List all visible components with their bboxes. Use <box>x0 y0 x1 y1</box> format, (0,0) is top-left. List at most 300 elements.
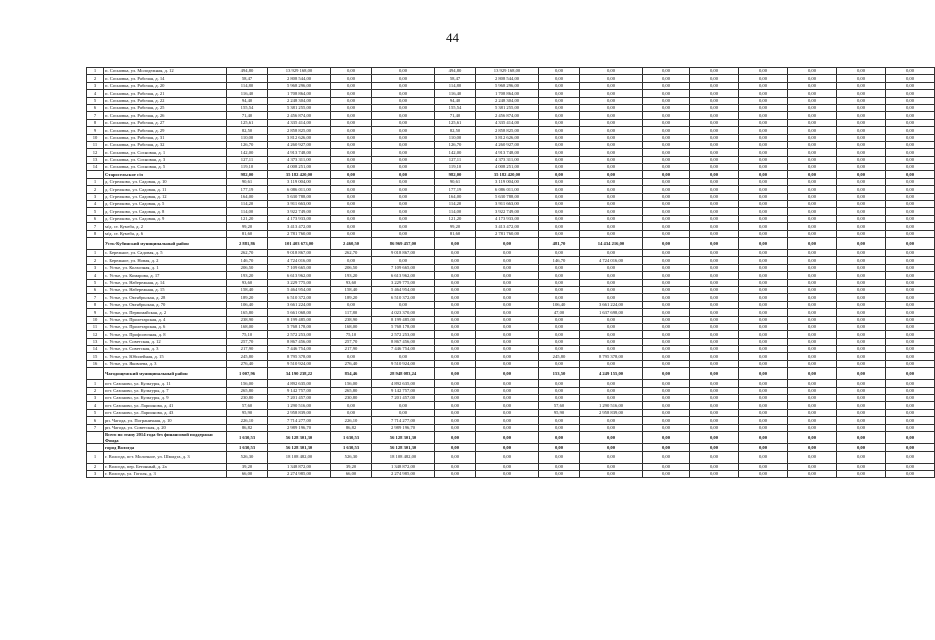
value-cell: 0,00 <box>837 463 886 470</box>
value-cell: 2 781 760,00 <box>476 230 539 237</box>
value-cell: 0,00 <box>886 402 935 409</box>
value-cell: 155,54 <box>227 104 268 111</box>
value-cell: 3 661 224,00 <box>580 301 643 308</box>
value-cell: 0,00 <box>476 272 539 279</box>
value-cell: 0,00 <box>476 424 539 431</box>
value-cell: 156,00 <box>331 380 372 387</box>
value-cell: 189,20 <box>331 294 372 301</box>
value-cell: 0,00 <box>580 223 643 230</box>
value-cell: 0,00 <box>643 272 690 279</box>
table-row <box>87 82 935 89</box>
value-cell: 0,00 <box>837 431 886 443</box>
table-row <box>87 331 935 338</box>
value-cell: 0,00 <box>539 156 580 163</box>
value-cell: 116,40 <box>227 90 268 97</box>
value-cell: 0,00 <box>788 444 837 451</box>
value-cell: 494,80 <box>435 68 476 75</box>
value-cell: 238,90 <box>331 316 372 323</box>
value-cell: 0,00 <box>476 309 539 316</box>
value-cell: 0,00 <box>372 112 435 119</box>
table-row <box>87 338 935 345</box>
value-cell: 257,70 <box>227 338 268 345</box>
value-cell: 0,00 <box>788 402 837 409</box>
value-cell: 0,00 <box>580 323 643 330</box>
value-cell: 0,00 <box>580 82 643 89</box>
value-cell: 0,00 <box>435 395 476 402</box>
value-cell: 71,40 <box>227 112 268 119</box>
value-cell: 0,00 <box>690 141 739 148</box>
address-cell: с. Устье, ул. Набережная, д. 14 <box>104 279 227 286</box>
value-cell: 0,00 <box>331 68 372 75</box>
value-cell: 0,00 <box>739 149 788 156</box>
table-row <box>87 257 935 264</box>
value-cell: 0,00 <box>331 193 372 200</box>
value-cell: 0,00 <box>837 353 886 360</box>
value-cell: 5 381 255,00 <box>268 104 331 111</box>
value-cell: 4 913 748,00 <box>476 149 539 156</box>
value-cell: 0,00 <box>690 309 739 316</box>
value-cell: 0,00 <box>788 149 837 156</box>
value-cell: 0,00 <box>539 444 580 451</box>
value-cell: 0,00 <box>690 417 739 424</box>
row-number-cell: 4 <box>87 90 104 97</box>
value-cell: 164,00 <box>435 193 476 200</box>
table-row <box>87 395 935 402</box>
value-cell: 95,90 <box>227 409 268 416</box>
value-cell: 0,00 <box>331 230 372 237</box>
value-cell: 0,00 <box>739 104 788 111</box>
value-cell: 2 572 253,00 <box>372 331 435 338</box>
value-cell: 0,00 <box>643 323 690 330</box>
value-cell: 0,00 <box>331 112 372 119</box>
value-cell: 0,00 <box>886 223 935 230</box>
value-cell: 0,00 <box>539 338 580 345</box>
value-cell: 0,00 <box>643 68 690 75</box>
value-cell: 0,00 <box>435 409 476 416</box>
page-number: 44 <box>446 30 459 45</box>
value-cell: 1 630,53 <box>331 431 372 443</box>
value-cell: 0,00 <box>643 193 690 200</box>
value-cell: 0,00 <box>690 444 739 451</box>
value-cell: 193,20 <box>227 272 268 279</box>
value-cell: 0,00 <box>643 164 690 171</box>
value-cell: 0,00 <box>788 215 837 222</box>
row-number-cell: 9 <box>87 309 104 316</box>
value-cell: 0,00 <box>580 201 643 208</box>
value-cell: 0,00 <box>788 237 837 249</box>
value-cell: 0,00 <box>580 346 643 353</box>
value-cell: 4 335 414,00 <box>476 119 539 126</box>
value-cell: 0,00 <box>837 97 886 104</box>
value-cell: 0,00 <box>739 380 788 387</box>
value-cell: 0,00 <box>580 97 643 104</box>
value-cell: 0,00 <box>476 380 539 387</box>
value-cell: 106,40 <box>227 301 268 308</box>
value-cell: 0,00 <box>539 431 580 443</box>
value-cell: 99,20 <box>227 223 268 230</box>
value-cell: 0,00 <box>643 431 690 443</box>
value-cell: 94,40 <box>227 97 268 104</box>
value-cell: 39,20 <box>227 463 268 470</box>
value-cell: 0,00 <box>372 257 435 264</box>
value-cell: 0,00 <box>580 90 643 97</box>
value-cell: 0,00 <box>643 338 690 345</box>
value-cell: 0,00 <box>372 353 435 360</box>
row-number-cell: 13 <box>87 338 104 345</box>
value-cell: 142,00 <box>435 149 476 156</box>
value-cell: 57,60 <box>539 402 580 409</box>
value-cell: 0,00 <box>476 360 539 367</box>
value-cell: 0,00 <box>372 90 435 97</box>
row-number-cell: 8 <box>87 230 104 237</box>
value-cell: 0,00 <box>435 338 476 345</box>
value-cell: 0,00 <box>886 208 935 215</box>
value-cell: 0,00 <box>539 286 580 293</box>
value-cell: 75,10 <box>331 331 372 338</box>
value-cell: 0,00 <box>739 127 788 134</box>
value-cell: 0,00 <box>788 417 837 424</box>
value-cell: 4 008 251,00 <box>268 164 331 171</box>
value-cell: 0,00 <box>476 279 539 286</box>
value-cell: 3 922 749,00 <box>268 208 331 215</box>
value-cell: 0,00 <box>886 395 935 402</box>
value-cell: 1 348 872,00 <box>372 463 435 470</box>
value-cell: 0,00 <box>331 156 372 163</box>
value-cell: 0,00 <box>372 230 435 237</box>
address-cell: д. Стрелково, ул. Садовая, д. 12 <box>104 193 227 200</box>
value-cell: 0,00 <box>580 141 643 148</box>
value-cell: 0,00 <box>788 368 837 380</box>
value-cell: 7 446 754,00 <box>372 346 435 353</box>
value-cell: 0,00 <box>837 127 886 134</box>
value-cell: 0,00 <box>539 417 580 424</box>
row-number-cell: 7 <box>87 112 104 119</box>
value-cell: 56 128 301,30 <box>268 444 331 451</box>
value-cell: 0,00 <box>788 156 837 163</box>
value-cell: 0,00 <box>435 402 476 409</box>
value-cell: 4 173 933,00 <box>268 215 331 222</box>
address-cell: с. Устье, ул. Яковлева, д. 3 <box>104 360 227 367</box>
value-cell: 0,00 <box>435 431 476 443</box>
value-cell: 0,00 <box>539 331 580 338</box>
value-cell: 0,00 <box>886 294 935 301</box>
address-cell: г. Вологда, пгт. Молочное, ул. Шмидта, д. 3 <box>104 451 227 463</box>
value-cell: 8 867 456,00 <box>268 338 331 345</box>
value-cell: 0,00 <box>837 279 886 286</box>
value-cell: 0,00 <box>580 272 643 279</box>
value-cell: 126,70 <box>435 141 476 148</box>
value-cell: 35 182 420,00 <box>268 171 331 178</box>
value-cell: 0,00 <box>886 237 935 249</box>
table-row <box>87 68 935 75</box>
value-cell: 0,00 <box>739 294 788 301</box>
value-cell: 481,70 <box>539 237 580 249</box>
value-cell: 0,00 <box>886 149 935 156</box>
value-cell: 3 911 663,00 <box>268 201 331 208</box>
value-cell: 0,00 <box>435 346 476 353</box>
value-cell: 86,82 <box>331 424 372 431</box>
value-cell: 0,00 <box>539 387 580 394</box>
value-cell: 0,00 <box>886 257 935 264</box>
value-cell: 0,00 <box>739 323 788 330</box>
value-cell: 0,00 <box>372 134 435 141</box>
value-cell: 0,00 <box>643 417 690 424</box>
value-cell: 0,00 <box>580 286 643 293</box>
value-cell: 0,00 <box>690 424 739 431</box>
row-number-cell <box>87 171 104 178</box>
value-cell: 0,00 <box>539 360 580 367</box>
row-number-cell: 4 <box>87 402 104 409</box>
table-row <box>87 230 935 237</box>
value-cell: 0,00 <box>476 402 539 409</box>
value-cell: 0,00 <box>788 193 837 200</box>
value-cell: 155,54 <box>435 104 476 111</box>
value-cell: 0,00 <box>435 264 476 271</box>
value-cell: 1 637 698,00 <box>580 309 643 316</box>
value-cell: 0,00 <box>539 294 580 301</box>
table-row <box>87 149 935 156</box>
value-cell: 0,00 <box>435 309 476 316</box>
value-cell: 0,00 <box>690 380 739 387</box>
row-number-cell: 6 <box>87 286 104 293</box>
value-cell: 7 446 754,00 <box>268 346 331 353</box>
value-cell: 146,70 <box>539 257 580 264</box>
value-cell: 0,00 <box>476 444 539 451</box>
value-cell: 82,50 <box>435 127 476 134</box>
value-cell: 0,00 <box>690 230 739 237</box>
row-number-cell: 13 <box>87 156 104 163</box>
row-number-cell: 5 <box>87 279 104 286</box>
value-cell: 9 018 867,00 <box>372 249 435 256</box>
value-cell: 0,00 <box>331 75 372 82</box>
row-number-cell: 3 <box>87 82 104 89</box>
value-cell: 114,00 <box>435 208 476 215</box>
value-cell: 0,00 <box>372 156 435 163</box>
value-cell: 0,00 <box>372 141 435 148</box>
value-cell: 0,00 <box>372 301 435 308</box>
value-cell: 0,00 <box>739 186 788 193</box>
table-row <box>87 380 935 387</box>
value-cell: 0,00 <box>739 90 788 97</box>
value-cell: 0,00 <box>539 178 580 185</box>
value-cell: 0,00 <box>331 257 372 264</box>
value-cell: 0,00 <box>435 417 476 424</box>
value-cell: 1 630,53 <box>227 431 268 443</box>
value-cell: 0,00 <box>331 149 372 156</box>
value-cell: 0,00 <box>788 75 837 82</box>
value-cell: 0,00 <box>539 90 580 97</box>
address-cell: п. Сосновка, ул. Рабочая, д. 29 <box>104 127 227 134</box>
value-cell: 0,00 <box>886 264 935 271</box>
value-cell: 0,00 <box>690 237 739 249</box>
value-cell: 0,00 <box>739 208 788 215</box>
value-cell: 0,00 <box>886 323 935 330</box>
value-cell: 0,00 <box>643 470 690 477</box>
value-cell: 0,00 <box>886 82 935 89</box>
value-cell: 2 989 196,70 <box>268 424 331 431</box>
value-cell: 0,00 <box>372 104 435 111</box>
value-cell: 0,00 <box>886 380 935 387</box>
value-cell: 0,00 <box>539 186 580 193</box>
value-cell: 9 510 924,00 <box>372 360 435 367</box>
value-cell: 0,00 <box>476 301 539 308</box>
value-cell: 5 661 068,00 <box>268 309 331 316</box>
value-cell: 8 795 378,00 <box>580 353 643 360</box>
value-cell: 0,00 <box>539 82 580 89</box>
value-cell: 0,00 <box>435 380 476 387</box>
value-cell: 0,00 <box>476 346 539 353</box>
value-cell: 9 142 757,00 <box>268 387 331 394</box>
value-cell: 0,00 <box>837 230 886 237</box>
value-cell: 168,00 <box>331 323 372 330</box>
value-cell: 34 190 238,22 <box>268 368 331 380</box>
address-cell: п. Сосновка, ул. Рабочая, д. 14 <box>104 75 227 82</box>
value-cell: 57,60 <box>227 402 268 409</box>
value-cell: 0,00 <box>539 249 580 256</box>
value-cell: 1 290 516,00 <box>268 402 331 409</box>
value-cell: 0,00 <box>372 68 435 75</box>
value-cell: 0,00 <box>690 346 739 353</box>
value-cell: 0,00 <box>690 264 739 271</box>
address-cell: с. Устье, ул. Профсоюзная, д. 8 <box>104 331 227 338</box>
value-cell: 165,80 <box>227 309 268 316</box>
value-cell: 9 142 757,00 <box>372 387 435 394</box>
value-cell: 0,00 <box>690 387 739 394</box>
value-cell: 126,70 <box>227 141 268 148</box>
address-cell: Всего по этапу 2014 года без финансовой поддержки Фонда <box>104 431 227 443</box>
table-row <box>87 104 935 111</box>
value-cell: 0,00 <box>476 257 539 264</box>
value-cell: 0,00 <box>788 186 837 193</box>
value-cell: 265,80 <box>331 387 372 394</box>
row-number-cell: 3 <box>87 470 104 477</box>
value-cell: 0,00 <box>580 360 643 367</box>
value-cell: 526,30 <box>331 451 372 463</box>
value-cell: 142,00 <box>227 149 268 156</box>
value-cell: 0,00 <box>837 82 886 89</box>
value-cell: 0,00 <box>886 119 935 126</box>
value-cell: 0,00 <box>739 230 788 237</box>
value-cell: 0,00 <box>435 360 476 367</box>
value-cell: 0,00 <box>837 208 886 215</box>
value-cell: 0,00 <box>837 178 886 185</box>
value-cell: 0,00 <box>539 380 580 387</box>
value-cell: 0,00 <box>886 463 935 470</box>
value-cell: 0,00 <box>580 451 643 463</box>
value-cell: 0,00 <box>690 149 739 156</box>
value-cell: 0,00 <box>690 82 739 89</box>
value-cell: 0,00 <box>580 444 643 451</box>
value-cell: 127,11 <box>435 156 476 163</box>
value-cell: 0,00 <box>643 97 690 104</box>
address-cell: Старосельское с/п <box>104 171 227 178</box>
value-cell: 0,00 <box>580 186 643 193</box>
value-cell: 0,00 <box>788 451 837 463</box>
row-number-cell: 6 <box>87 417 104 424</box>
value-cell: 81,60 <box>435 230 476 237</box>
value-cell: 0,00 <box>372 223 435 230</box>
value-cell: 0,00 <box>690 178 739 185</box>
value-cell: 3 119 004,00 <box>268 178 331 185</box>
value-cell: 5 464 954,00 <box>372 286 435 293</box>
value-cell: 0,00 <box>739 301 788 308</box>
value-cell: 526,30 <box>227 451 268 463</box>
value-cell: 189,20 <box>227 294 268 301</box>
value-cell: 0,00 <box>476 286 539 293</box>
value-cell: 0,00 <box>886 470 935 477</box>
value-cell: 0,00 <box>788 294 837 301</box>
value-cell: 0,00 <box>331 127 372 134</box>
value-cell: 0,00 <box>690 360 739 367</box>
value-cell: 0,00 <box>476 338 539 345</box>
value-cell: 982,00 <box>227 171 268 178</box>
value-cell: 4 892 635,00 <box>268 380 331 387</box>
value-cell: 0,00 <box>643 134 690 141</box>
value-cell: 0,00 <box>435 353 476 360</box>
value-cell: 0,00 <box>837 272 886 279</box>
address-cell: п. Сосновка, ул. Рабочая, д. 21 <box>104 90 227 97</box>
value-cell: 0,00 <box>331 223 372 230</box>
value-cell: 0,00 <box>643 104 690 111</box>
value-cell: 0,00 <box>643 90 690 97</box>
value-cell: 276,40 <box>331 360 372 367</box>
value-cell: 9 510 924,00 <box>268 360 331 367</box>
value-cell: 95,90 <box>539 409 580 416</box>
value-cell: 177,19 <box>435 186 476 193</box>
table-row <box>87 424 935 431</box>
value-cell: 0,00 <box>476 368 539 380</box>
value-cell: 8 199 485,00 <box>268 316 331 323</box>
value-cell: 217,90 <box>227 346 268 353</box>
value-cell: 0,00 <box>580 127 643 134</box>
value-cell: 0,00 <box>690 75 739 82</box>
value-cell: 56 128 301,30 <box>268 431 331 443</box>
row-number-cell: 7 <box>87 294 104 301</box>
address-cell: п. Сосновка, ул. Рабочая, д. 32 <box>104 141 227 148</box>
value-cell: 0,00 <box>739 431 788 443</box>
value-cell: 0,00 <box>739 134 788 141</box>
value-cell: 0,00 <box>580 395 643 402</box>
value-cell: 66,00 <box>227 470 268 477</box>
value-cell: 6 613 962,00 <box>372 272 435 279</box>
table-row <box>87 294 935 301</box>
value-cell: 0,00 <box>886 331 935 338</box>
address-cell: г. Вологда, пер. Бетонный, д. 2а <box>104 463 227 470</box>
value-cell: 0,00 <box>476 264 539 271</box>
value-cell: 4 335 414,00 <box>268 119 331 126</box>
value-cell: 4 008 251,00 <box>476 164 539 171</box>
value-cell: 0,00 <box>739 338 788 345</box>
value-cell: 1 290 516,00 <box>580 402 643 409</box>
value-cell: 0,00 <box>886 409 935 416</box>
value-cell: 0,00 <box>837 257 886 264</box>
value-cell: 0,00 <box>886 346 935 353</box>
row-number-cell <box>87 237 104 249</box>
address-cell: д. Стрелково, ул. Садовая, д. 5 <box>104 201 227 208</box>
value-cell: 0,00 <box>539 193 580 200</box>
address-cell: м/д. ст. Кумзба, д. 6 <box>104 230 227 237</box>
value-cell: 0,00 <box>539 424 580 431</box>
value-cell: 0,00 <box>643 451 690 463</box>
value-cell: 0,00 <box>643 201 690 208</box>
table-row <box>87 346 935 353</box>
value-cell: 0,00 <box>690 316 739 323</box>
value-cell: 0,00 <box>690 186 739 193</box>
value-cell: 0,00 <box>643 301 690 308</box>
value-cell: 168,00 <box>227 323 268 330</box>
value-cell: 0,00 <box>788 82 837 89</box>
value-cell: 0,00 <box>739 223 788 230</box>
